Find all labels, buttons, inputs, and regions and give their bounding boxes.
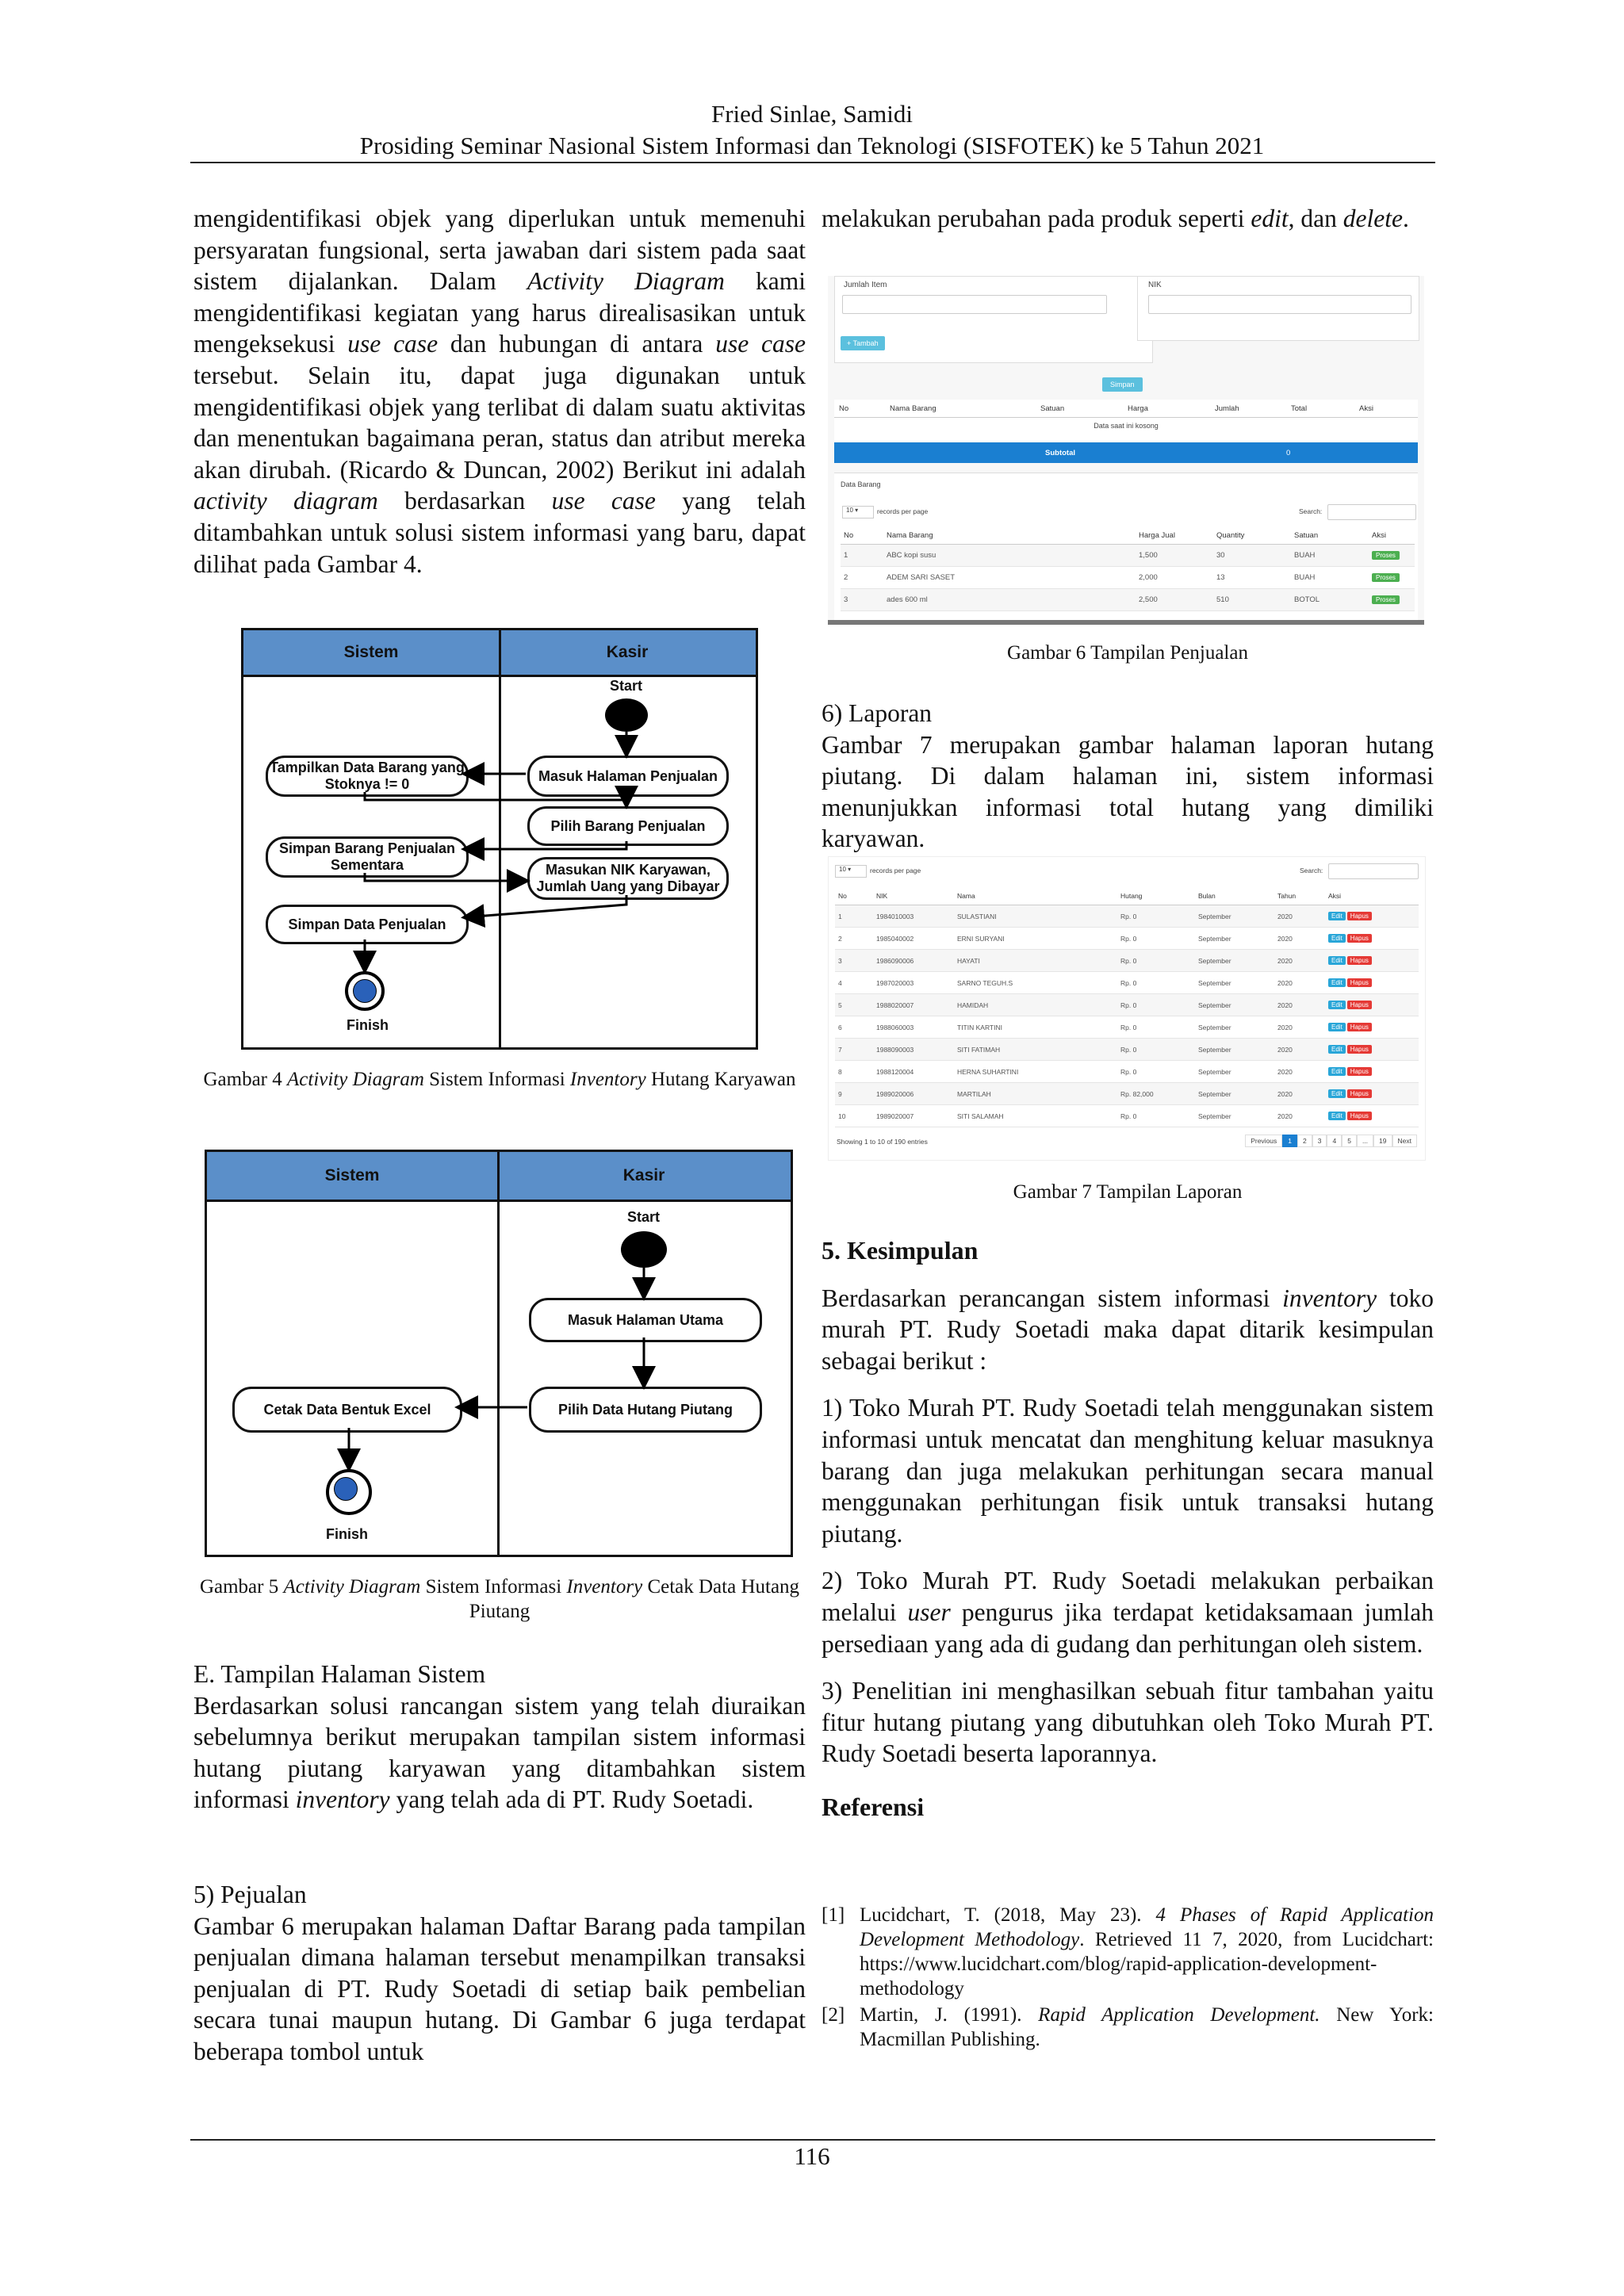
table-row: 2 1985040002 ERNI SURYANI Rp. 0 September 2020 Edit Hapus bbox=[835, 928, 1419, 950]
right-continuation: melakukan perubahan pada produk seperti edit, dan delete. bbox=[822, 205, 1409, 232]
table-row: 2 ADEM SARI SASET 2,000 13 BUAH Proses bbox=[841, 567, 1415, 589]
hapus-button[interactable]: Hapus bbox=[1347, 1089, 1372, 1098]
pager-page[interactable]: 5 bbox=[1342, 1135, 1357, 1147]
start-label: Start bbox=[627, 1209, 661, 1225]
figure-4-caption: Gambar 4 Activity Diagram Sistem Informasi Inventory Hutang Karyawan bbox=[203, 1069, 796, 1090]
table-row: 3 ades 600 ml 2,500 510 BOTOL Proses bbox=[841, 589, 1415, 611]
kesimpulan-point-2: 2) Toko Murah PT. Rudy Soetadi melakukan perbaikan melalui user pengurus jika terdapat ketidaksamaan jumlah persediaan yang ada di gudang dan perhitungan oleh sistem. bbox=[822, 1567, 1434, 1658]
figure-4-activity-diagram bbox=[241, 628, 758, 1050]
pager-page[interactable]: 1 bbox=[1282, 1135, 1297, 1147]
activity-pilih-data-hutang: Pilih Data Hutang Piutang bbox=[529, 1387, 762, 1433]
figure-7-report-screenshot bbox=[828, 856, 1426, 1161]
hapus-button[interactable]: Hapus bbox=[1347, 912, 1372, 920]
finish-label: Finish bbox=[326, 1526, 368, 1542]
pager-previous[interactable]: Previous bbox=[1245, 1135, 1282, 1147]
records-label: records per page bbox=[877, 507, 929, 515]
pager-ellipsis: ... bbox=[1357, 1135, 1373, 1147]
footer-rule bbox=[190, 2139, 1435, 2141]
edit-button[interactable]: Edit bbox=[1328, 1067, 1346, 1076]
kesimpulan-intro: Berdasarkan perancangan sistem informasi inventory toko murah PT. Rudy Soetadi maka dapat ditarik kesimpulan sebagai berikut : bbox=[822, 1284, 1434, 1375]
edit-button[interactable]: Edit bbox=[1328, 1001, 1346, 1009]
nik-input[interactable] bbox=[1148, 295, 1411, 314]
search-label: Search: bbox=[1299, 507, 1323, 515]
subtotal-bar: Subtotal 0 bbox=[834, 442, 1418, 463]
subsection-6-heading: 6) Laporan bbox=[822, 699, 933, 727]
subsection-5 bbox=[193, 1879, 806, 2068]
table-row: 6 1988060003 TITIN KARTINI Rp. 0 September 2020 Edit Hapus bbox=[835, 1016, 1419, 1039]
edit-button[interactable]: Edit bbox=[1328, 1045, 1346, 1054]
lane-header-kasir: Kasir bbox=[497, 1152, 791, 1202]
tambah-button[interactable]: + Tambah bbox=[841, 336, 885, 350]
referensi-heading: Referensi bbox=[822, 1792, 925, 1821]
activity-pilih-barang-penjualan: Pilih Barang Penjualan bbox=[527, 806, 729, 846]
proses-button[interactable]: Proses bbox=[1372, 551, 1400, 560]
reference-1: [1] Lucidchart, T. (2018, May 23). 4 Phases of Rapid Application Development Methodology. Retrieved 11 7, 2020, from Lucidchart: https://www.lucidchart.com/blog/rapid-application-development-methodology bbox=[822, 1904, 1434, 1999]
table-row: 7 1988090003 SITI FATIMAH Rp. 0 September 2020 Edit Hapus bbox=[835, 1039, 1419, 1061]
data-barang-table: No Nama Barang Harga Jual Quantity Satuan Aksi 1 ABC kopi susu 1,500 30 BUAH Proses 2 ADEM SARI SASET 2,000 13 BUAH Proses 3 ades 600 ml 2,500 510 BOTOL Proses bbox=[841, 526, 1415, 611]
proses-button[interactable]: Proses bbox=[1372, 573, 1400, 582]
table-row: 4 1987020003 SARNO TEGUH.S Rp. 0 September 2020 Edit Hapus bbox=[835, 972, 1419, 994]
lane-header-sistem: Sistem bbox=[207, 1152, 497, 1202]
table-row: 10 1989020007 SITI SALAMAH Rp. 0 September 2020 Edit Hapus bbox=[835, 1105, 1419, 1127]
data-barang-title: Data Barang bbox=[841, 480, 881, 488]
table-row: 1 ABC kopi susu 1,500 30 BUAH Proses bbox=[841, 545, 1415, 567]
running-header bbox=[190, 98, 1434, 162]
activity-masuk-halaman-penjualan: Masuk Halaman Penjualan bbox=[527, 756, 729, 797]
nik-label: NIK bbox=[1148, 281, 1162, 289]
hapus-button[interactable]: Hapus bbox=[1347, 1023, 1372, 1031]
cart-table-header: No Nama Barang Satuan Harga Jumlah Total Aksi bbox=[834, 400, 1418, 418]
figure-5-activity-diagram bbox=[205, 1150, 793, 1557]
table-row: 8 1988120004 HERNA SUHARTINI Rp. 0 September 2020 Edit Hapus bbox=[835, 1061, 1419, 1083]
table-row: 5 1988020007 HAMIDAH Rp. 0 September 2020 Edit Hapus bbox=[835, 994, 1419, 1016]
figure-5-arrows bbox=[207, 1152, 791, 1555]
figure-6-sales-screenshot bbox=[828, 276, 1424, 625]
page-number: 116 bbox=[794, 2142, 830, 2170]
hutang-table: No NIK Nama Hutang Bulan Tahun Aksi 1 1984010003 SULASTIANI Rp. 0 September 2020 Edit Hapus 2 1985040002 ERNI SURYANI Rp. 0 September 2020 Edit Hapus 3 1986090006 HAYATI Rp. 0 September 2020 Edit Hapus 4 1987020003 SARNO TEGUH.S Rp. 0 September 2020 Edit Hapus 5 1988020007 HAMIDAH Rp. 0 September 2020 Edit Hapus 6 1988060003 TITIN KARTINI Rp. 0 September 2020 Edit Hapus 7 1988090003 SITI FATIMAH Rp. 0 September 2020 Edit Hapus 8 1988120004 HERNA SUHARTINI Rp. 0 September 2020 Edit Hapus 9 1989020006 MARTILAH Rp. 82,000 September 2020 Edit Hapus 10 1989020007 SITI SALAMAH Rp. 0 September 2020 Edit Hapus bbox=[835, 887, 1419, 1127]
pager-page[interactable]: 4 bbox=[1327, 1135, 1342, 1147]
edit-button[interactable]: Edit bbox=[1328, 1112, 1346, 1120]
section-e-heading: E. Tampilan Halaman Sistem bbox=[193, 1660, 486, 1688]
records-label: records per page bbox=[870, 867, 921, 874]
subsection-6 bbox=[822, 698, 1434, 855]
pager-next[interactable]: Next bbox=[1392, 1135, 1417, 1147]
edit-button[interactable]: Edit bbox=[1328, 956, 1346, 965]
activity-simpan-data-penjualan: Simpan Data Penjualan bbox=[266, 905, 469, 944]
records-select[interactable]: 10 ▾ bbox=[835, 865, 867, 878]
activity-masuk-halaman-utama: Masuk Halaman Utama bbox=[529, 1298, 762, 1342]
header-venue: Prosiding Seminar Nasional Sistem Informasi dan Teknologi (SISFOTEK) ke 5 Tahun 2021 bbox=[359, 132, 1265, 159]
reference-2: [2] Martin, J. (1991). Rapid Application Development. New York: Macmillan Publishing. bbox=[822, 2004, 1434, 2050]
pager-page[interactable]: 3 bbox=[1312, 1135, 1327, 1147]
edit-button[interactable]: Edit bbox=[1328, 1023, 1346, 1031]
figure-5-caption: Gambar 5 Activity Diagram Sistem Informasi Inventory Cetak Data Hutang Piutang bbox=[199, 1576, 800, 1622]
cart-empty-text: Data saat ini kosong bbox=[1094, 422, 1159, 430]
left-intro-paragraph: mengidentifikasi objek yang diperlukan untuk memenuhi persyaratan fungsional, serta jawaban dari sistem pada saat sistem dijalankan. Dalam Activity Diagram kami mengidentifikasi kegiatan yang harus direalisasikan untuk mengeksekusi use case dan hubungan di antara use case tersebut. Selain itu, dapat juga digunakan untuk mengidentifikasi objek yang terlibat di dalam suatu aktivitas dan menentukan bagaimana peran, status dan atribut mereka akan dirubah. (Ricardo & Duncan, 2002) Berikut ini adalah activity diagram berdasarkan use case yang telah ditambahkan untuk solusi sistem informasi yang baru, dapat dilihat pada Gambar 4. bbox=[193, 205, 806, 578]
section-e bbox=[193, 1659, 806, 1816]
figure-7-caption: Gambar 7 Tampilan Laporan bbox=[1013, 1181, 1243, 1203]
activity-tampilkan-data-barang: Tampilkan Data Barang yang Stoknya != 0 bbox=[266, 756, 469, 797]
header-authors: Fried Sinlae, Samidi bbox=[710, 100, 913, 128]
hapus-button[interactable]: Hapus bbox=[1347, 1112, 1372, 1120]
edit-button[interactable]: Edit bbox=[1328, 978, 1346, 987]
section-e-paragraph: Berdasarkan solusi rancangan sistem yang telah diuraikan sebelumnya berikut merupakan tampilan sistem informasi hutang piutang karyawan yang ditambahkan sistem informasi inventory yang telah ada di PT. Rudy Soetadi. bbox=[193, 1691, 806, 1814]
kesimpulan-point-3: 3) Penelitian ini menghasilkan sebuah fitur tambahan yaitu fitur hutang piutang yang dibutuhkan oleh Toko Murah PT. Rudy Soetadi beserta laporannya. bbox=[822, 1677, 1434, 1768]
hapus-button[interactable]: Hapus bbox=[1347, 934, 1372, 943]
lane-header-kasir: Kasir bbox=[499, 630, 756, 677]
hapus-button[interactable]: Hapus bbox=[1347, 978, 1372, 987]
subsection-6-paragraph: Gambar 7 merupakan gambar halaman laporan hutang piutang. Di dalam halaman ini, sistem informasi menunjukkan informasi total hutang yang dimiliki karyawan. bbox=[822, 730, 1434, 853]
kesimpulan-point-1: 1) Toko Murah PT. Rudy Soetadi telah menggunakan sistem informasi untuk mencatat dan menghitung keluar masuknya barang dan juga melakukan perhitungan secara manual menggunakan perhitungan fisik untuk transaksi hutang piutang. bbox=[822, 1394, 1434, 1548]
search-label: Search: bbox=[1300, 867, 1323, 874]
activity-simpan-barang-sementara: Simpan Barang Penjualan Sementara bbox=[266, 836, 469, 878]
showing-entries: Showing 1 to 10 of 190 entries bbox=[837, 1138, 928, 1146]
table-row: 3 1986090006 HAYATI Rp. 0 September 2020 Edit Hapus bbox=[835, 950, 1419, 972]
hapus-button[interactable]: Hapus bbox=[1347, 1045, 1372, 1054]
hapus-button[interactable]: Hapus bbox=[1347, 956, 1372, 965]
edit-button[interactable]: Edit bbox=[1328, 1089, 1346, 1098]
figure-6-caption: Gambar 6 Tampilan Penjualan bbox=[1007, 642, 1248, 664]
start-label: Start bbox=[610, 678, 643, 694]
pagination bbox=[1245, 1135, 1417, 1147]
finish-label: Finish bbox=[347, 1017, 389, 1033]
section-kesimpulan bbox=[822, 1235, 1434, 1823]
records-select[interactable]: 10 ▾ bbox=[842, 506, 874, 519]
search-input[interactable] bbox=[1327, 504, 1416, 520]
search-input[interactable] bbox=[1328, 863, 1419, 879]
subsection-5-paragraph: Gambar 6 merupakan halaman Daftar Barang pada tampilan penjualan dimana halaman tersebut menampilkan transaksi penjualan di PT. Rudy Soetadi di setiap baik pembelian secara tunai maupun hutang. Di Gambar 6 juga terdapat beberapa tombol untuk bbox=[193, 1911, 806, 2065]
header-rule bbox=[190, 162, 1435, 163]
table-row: 1 1984010003 SULASTIANI Rp. 0 September 2020 Edit Hapus bbox=[835, 905, 1419, 928]
subsection-5-heading: 5) Pejualan bbox=[193, 1881, 307, 1908]
edit-button[interactable]: Edit bbox=[1328, 912, 1346, 920]
hapus-button[interactable]: Hapus bbox=[1347, 1067, 1372, 1076]
activity-cetak-data-excel: Cetak Data Bentuk Excel bbox=[232, 1387, 462, 1433]
lane-header-sistem: Sistem bbox=[243, 630, 499, 677]
jumlah-item-label: Jumlah Item bbox=[844, 281, 887, 289]
activity-masukan-nik: Masukan NIK Karyawan, Jumlah Uang yang Dibayar bbox=[527, 857, 729, 900]
simpan-button[interactable]: Simpan bbox=[1102, 377, 1143, 392]
edit-button[interactable]: Edit bbox=[1328, 934, 1346, 943]
proses-button[interactable]: Proses bbox=[1372, 595, 1400, 604]
kesimpulan-heading: 5. Kesimpulan bbox=[822, 1236, 979, 1265]
table-row: 9 1989020006 MARTILAH Rp. 82,000 September 2020 Edit Hapus bbox=[835, 1083, 1419, 1105]
hapus-button[interactable]: Hapus bbox=[1347, 1001, 1372, 1009]
pager-page[interactable]: 19 bbox=[1373, 1135, 1392, 1147]
pager-page[interactable]: 2 bbox=[1297, 1135, 1312, 1147]
jumlah-item-input[interactable] bbox=[842, 295, 1107, 314]
figure-4-arrows bbox=[243, 630, 756, 1047]
